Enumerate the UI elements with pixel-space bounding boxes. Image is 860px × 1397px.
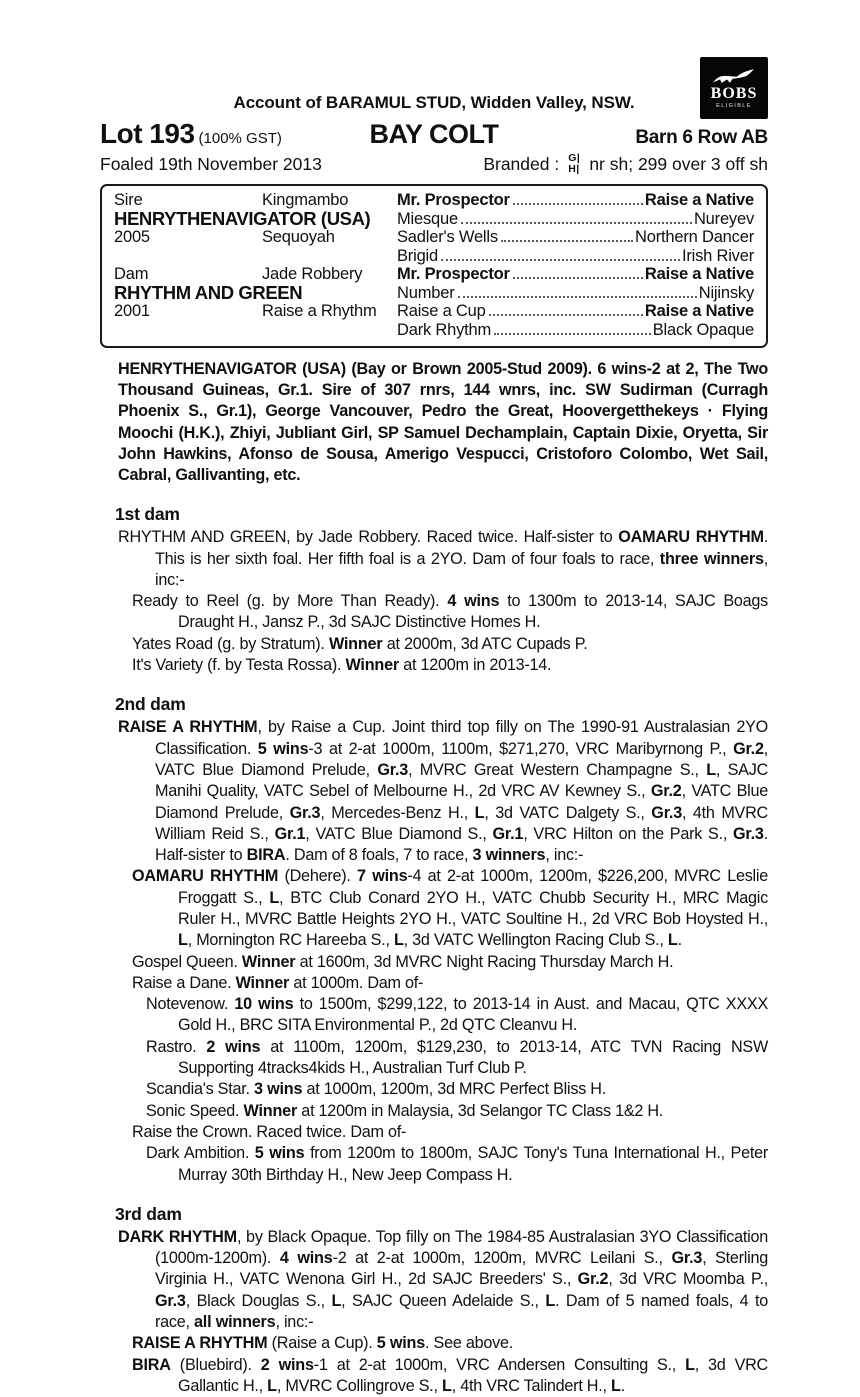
barn-location: Barn 6 Row AB [635, 127, 768, 148]
pedigree-parent: Raise a Rhythm [262, 302, 377, 321]
gst-note: (100% GST) [198, 130, 282, 147]
section-heading: 1st dam [115, 504, 180, 525]
pedigree-ancestor-row [397, 265, 754, 284]
pedigree-ancestor-row [397, 228, 754, 247]
leader-dots [441, 259, 680, 261]
pedigree-label: 2005 [114, 228, 150, 247]
branded-label: Branded : [483, 153, 560, 174]
lot-row [100, 118, 768, 150]
ancestor-left: Mr. Prospector [397, 191, 510, 210]
pedigree-entry: RHYTHM AND GREEN, by Jade Robbery. Raced twice. Half-sister to OAMARU RHYTHM. This is her sixth foal. Her fifth foal is a 2YO. Dam of four foals to race, three winners, inc:- [118, 528, 768, 589]
ancestor-left: Sadler's Wells [397, 228, 498, 247]
ancestor-left: Miesque [397, 209, 458, 228]
pedigree-entry: Sonic Speed. Winner at 1200m in Malaysia, 3d Selangor TC Class 1&2 H. [146, 1101, 664, 1120]
pedigree-label: 2001 [114, 302, 150, 321]
ancestor-left: Raise a Cup [397, 302, 486, 321]
foaled-row [100, 153, 768, 175]
pedigree-entry: Ready to Reel (g. by More Than Ready). 4 wins to 1300m to 2013-14, SAJC Boags Draught H., Jansz P., 3d SAJC Distinctive Homes H. [132, 592, 768, 632]
ancestor-right: Raise a Native [644, 191, 754, 210]
ancestor-left: Dark Rhythm [397, 320, 492, 339]
pedigree-ancestor-row [397, 210, 754, 229]
leader-dots [461, 222, 692, 224]
pedigree-ancestor-row [397, 302, 754, 321]
brand-description: nr sh; 299 over 3 off sh [589, 153, 768, 174]
leader-dots [494, 333, 651, 335]
leader-dots [513, 277, 643, 279]
pedigree-horse-name: RHYTHM AND GREEN [114, 281, 303, 303]
pedigree-entry: Raise a Dane. Winner at 1000m. Dam of- [132, 973, 424, 992]
brand-mark [568, 153, 580, 175]
brand-mark-bottom: H| [568, 163, 580, 176]
account-line: Account of BARAMUL STUD, Widden Valley, NSW. [233, 93, 635, 112]
pedigree-ancestor-row [397, 191, 754, 210]
leader-dots [513, 203, 643, 205]
logo-subtitle: ELIGIBLE [716, 102, 752, 109]
foaled-date: Foaled 19th November 2013 [100, 153, 322, 174]
pedigree-parent: Jade Robbery [262, 265, 363, 284]
pedigree-label: Sire [114, 191, 143, 210]
ancestor-left: Mr. Prospector [397, 265, 510, 284]
logo-title: BOBS [710, 84, 758, 102]
pedigree-horse-name: HENRYTHENAVIGATOR (USA) [114, 207, 371, 229]
ancestor-right: Raise a Native [644, 265, 754, 284]
ancestor-right: Northern Dancer [635, 228, 754, 247]
pedigree-entry: RAISE A RHYTHM, by Raise a Cup. Joint third top filly on The 1990-91 Australasian 2YO Classification. 5 wins-3 at 2-at 1000m, 1100m, $271,270, VRC Maribyrnong P., Gr.2, VATC Blue Diamond Prelude, Gr.3, MVRC Great Western Champagne S., L, SAJC Manihi Quality, VATC Sebel of Melbourne H., 2d VRC AV Kewney S., Gr.2, VATC Blue Diamond Prelude, Gr.3, Mercedes-Benz H., L, 3d VATC Dalgety S., Gr.3, 4th MVRC William Reid S., Gr.1, VATC Blue Diamond S., Gr.1, VRC Hilton on the Park S., Gr.3. Half-sister to BIRA. Dam of 8 foals, 7 to race, 3 winners, inc:- [118, 718, 769, 865]
ancestor-right: Raise a Native [644, 302, 754, 321]
horse-description: BAY COLT [369, 119, 499, 149]
pedigree-entry: Notevenow. 10 wins to 1500m, $299,122, to 2013-14 in Aust. and Macau, QTC XXXX Gold H., BRC SITA Environmental P., 2d QTC Cleanvu H. [146, 995, 768, 1035]
pedigree-entry: OAMARU RHYTHM (Dehere). 7 wins-4 at 2-at 1000m, 1200m, $226,200, MVRC Leslie Froggatt S., L, BTC Club Conard 2YO H., VATC Chubb Security H., MRC Magic Ruler H., MVRC Battle Heights 2YO H., VATC Soultine H., 2d VRC Bob Hoysted H., L, Mornington RC Hareeba S., L, 3d VATC Wellington Racing Club S., L. [132, 867, 768, 950]
pedigree-entry: DARK RHYTHM, by Black Opaque. Top filly on The 1984-85 Australasian 3YO Classification (1000m-1200m). 4 wins-2 at 2-at 1000m, 1200m, MVRC Leilani S., Gr.3, Sterling Virginia H., VATC Wenona Girl H., 2d SAJC Breeders' S., Gr.2, 3d VRC Moomba P., Gr.3, Black Douglas S., L, SAJC Queen Adelaide S., L. Dam of 5 named foals, 4 to race, all winners, inc:- [118, 1227, 768, 1332]
pedigree-label: Dam [114, 265, 149, 284]
dam-sections [100, 504, 768, 1397]
ancestor-right: Irish River [681, 246, 754, 265]
ancestor-right: Nijinsky [698, 283, 754, 302]
section-heading: 3rd dam [115, 1203, 182, 1224]
pedigree-ancestor-row [397, 247, 754, 266]
leader-dots [501, 240, 633, 242]
pedigree-table [100, 184, 768, 348]
pedigree-entry: Dark Ambition. 5 wins from 1200m to 1800m, SAJC Tony's Tuna International H., Peter Murray 30th Birthday H., New Jeep Compass H. [146, 1144, 768, 1184]
lot-number: Lot 193 [100, 118, 195, 149]
ancestor-right: Black Opaque [652, 320, 754, 339]
section-heading: 2nd dam [115, 694, 186, 715]
pedigree-entry: RAISE A RHYTHM (Raise a Cup). 5 wins. See above. [132, 1334, 513, 1353]
ancestor-left: Number [397, 283, 455, 302]
pedigree-ancestor-row [397, 284, 754, 303]
pedigree-entry: Gospel Queen. Winner at 1600m, 3d MVRC Night Racing Thursday March H. [132, 952, 674, 971]
brand-mark-top: G| [568, 152, 581, 164]
sire-blurb: HENRYTHENAVIGATOR (USA) (Bay or Brown 2005-Stud 2009). 6 wins-2 at 2, The Two Thousand Guineas, Gr.1. Sire of 307 rnrs, 144 wnrs, inc. SW Sudirman (Curragh Phoenix S., Gr.1), George Vancouver, Pedro the Great, Hoovergetthekeys · Flying Moochi (H.K.), Zhiyi, Jubliant Girl, SP Samuel Dechamplain, Captain Dixie, Oryetta, Sir John Hawkins, Afonso de Sousa, Amerigo Vespucci, Cristoforo Colombo, Wet Sail, Cabral, Gallivanting, etc. [118, 360, 768, 485]
pedigree-entry: It's Variety (f. by Testa Rossa). Winner at 1200m in 2013-14. [132, 656, 552, 675]
pedigree-entry: BIRA (Bluebird). 2 wins-1 at 2-at 1000m, VRC Andersen Consulting S., L, 3d VRC Gallantic H., L, MVRC Collingrove S., L, 4th VRC Talindert H., L. [132, 1355, 768, 1395]
pedigree-parent: Sequoyah [262, 228, 335, 247]
brand-info [483, 153, 768, 175]
pedigree-entry: Rastro. 2 wins at 1100m, 1200m, $129,230, to 2013-14, ATC TVN Racing NSW Supporting 4tracks4kids H., Australian Turf Club P. [146, 1037, 768, 1078]
ancestor-left: Brigid [397, 246, 438, 265]
pedigree-entry: Scandia's Star. 3 wins at 1000m, 1200m, 3d MRC Perfect Bliss H. [146, 1080, 606, 1099]
ancestor-right: Nureyev [693, 209, 754, 228]
pedigree-parent: Kingmambo [262, 191, 349, 210]
pedigree-ancestor-row [397, 321, 754, 340]
pedigree-entry: Raise the Crown. Raced twice. Dam of- [132, 1122, 407, 1141]
lot-block [100, 118, 333, 150]
leader-dots [489, 314, 643, 316]
pedigree-entry: Yates Road (g. by Stratum). Winner at 2000m, 3d ATC Cupads P. [132, 634, 588, 653]
leader-dots [458, 296, 697, 298]
